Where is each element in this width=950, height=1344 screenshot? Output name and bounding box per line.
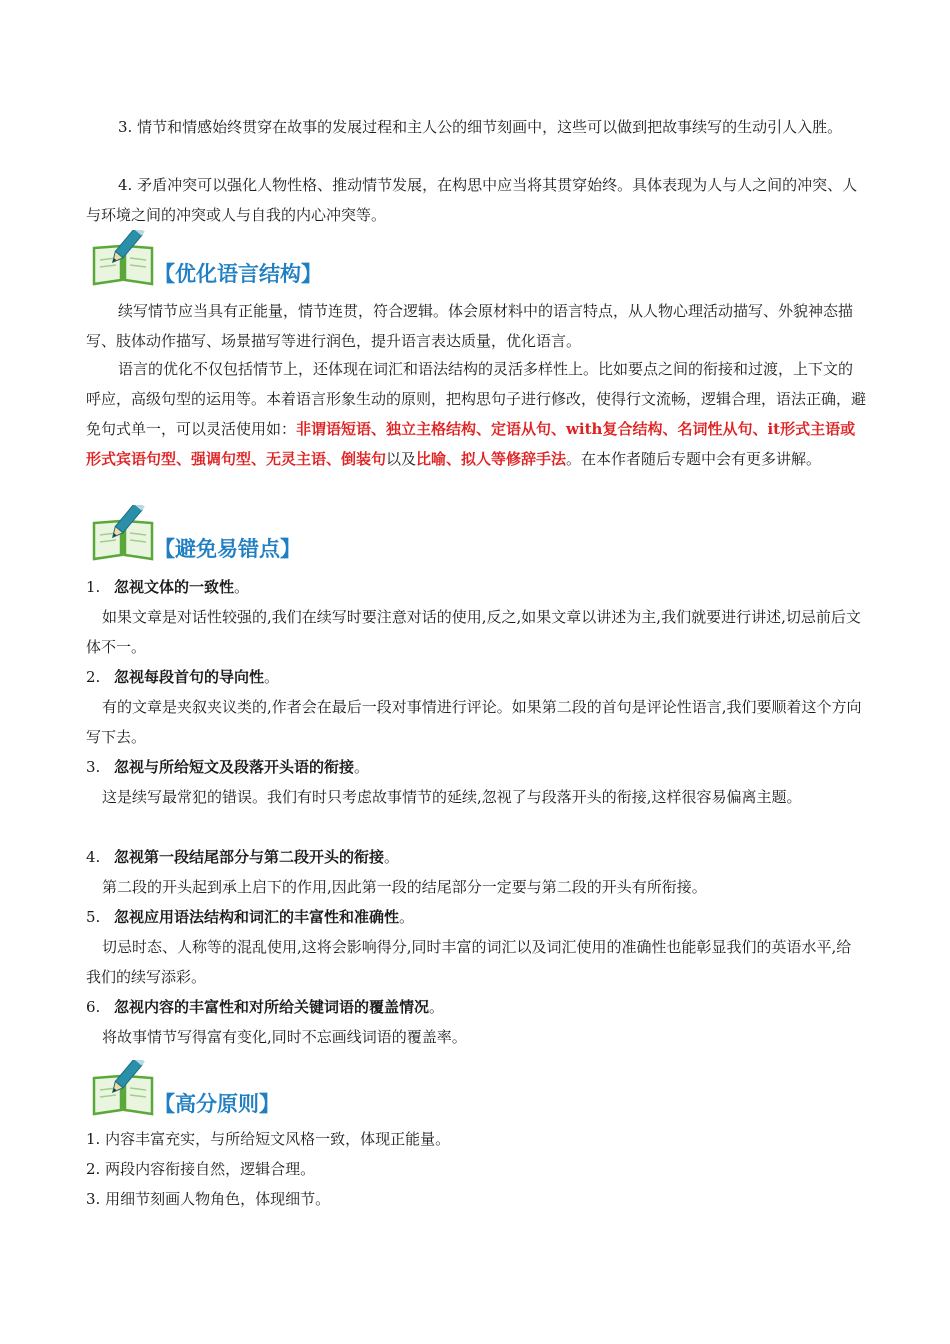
section1-paragraph-1: 续写情节应当具有正能量，情节连贯，符合逻辑。体会原材料中的语言特点，从人物心理活动描写、外貌神态描写、肢体动作描写、场景描写等进行润色，提升语言表达质量，优化语言。 — [86, 302, 854, 350]
section-title: 【优化语言结构】 — [154, 262, 322, 286]
error-item-5-body: 切忌时态、人称等的混乱使用,这将会影响得分,同时丰富的词汇以及词汇使用的准确性也能彰显我们的英语水平,给我们的续写添彩。 — [86, 938, 852, 986]
book-pencil-icon — [90, 505, 156, 563]
section-heading-high-score — [90, 1060, 490, 1120]
highlight-rhetoric: 比喻、拟人等修辞手法 — [416, 450, 567, 468]
section-title: 【高分原则】 — [154, 1092, 280, 1116]
paragraph-text: 。在本作者随后专题中会有更多讲解。 — [566, 450, 822, 468]
error-item-2-body: 有的文章是夹叙夹议类的,作者会在最后一段对事情进行评论。如果第二段的首句是评论性语言,我们要顺着这个方向写下去。 — [86, 698, 862, 746]
book-pencil-icon — [90, 1060, 156, 1118]
section1-paragraph-2 — [86, 354, 866, 474]
error-item-6-body: 将故事情节写得富有变化,同时不忘画线词语的覆盖率。 — [102, 1028, 467, 1046]
error-item-4-body: 第二段的开头起到承上启下的作用,因此第一段的结尾部分一定要与第二段的开头有所衔接。 — [102, 878, 707, 896]
error-item-5-heading: 5. 忽视应用语法结构和词汇的丰富性和准确性。 — [86, 908, 415, 926]
error-item-3-heading: 3. 忽视与所给短文及段落开头语的衔接。 — [86, 758, 370, 776]
error-item-1-heading: 1. 忽视文体的一致性。 — [86, 578, 250, 596]
paragraph-text: 语言的优化不仅包括情节上，还体现在词汇和语法结构的灵活多样性上。比如要点之间的衔接和过渡，上下文的呼应，高级句型的运用等。本着语言形象生动的原则，把构思句子进行修改，使得行文流畅，逻辑合理，语法正确，避免句式单一，可以灵活使用如： — [86, 360, 867, 438]
intro-paragraph-4: 4. 矛盾冲突可以强化人物性格、推动情节发展，在构思中应当将其贯穿始终。具体表现为人与人之间的冲突、人与环境之间的冲突或人与自我的内心冲突等。 — [86, 176, 858, 224]
intro-paragraph-3: 3. 情节和情感始终贯穿在故事的发展过程和主人公的细节刻画中，这些可以做到把故事续写的生动引人入胜。 — [118, 118, 843, 136]
highlight-grammar-list: 非谓语短语、独立主格结构、定语从句、with复合结构、名词性从句、it形式主语或形式宾语句型、强调句型、无灵主语、倒装句 — [86, 420, 856, 468]
error-item-6-heading: 6. 忽视内容的丰富性和对所给关键词语的覆盖情况。 — [86, 998, 445, 1016]
section-heading-avoid-errors — [90, 505, 490, 565]
error-item-1-body: 如果文章是对话性较强的,我们在续写时要注意对话的使用,反之,如果文章以讲述为主,我们就要进行讲述,切忌前后文体不一。 — [86, 608, 861, 656]
principle-item-3: 3. 用细节刻画人物角色，体现细节。 — [86, 1190, 331, 1208]
paragraph-text: 以及 — [386, 450, 417, 468]
section-heading-optimize-language — [90, 230, 490, 290]
error-item-3-body: 这是续写最常犯的错误。我们有时只考虑故事情节的延续,忽视了与段落开头的衔接,这样很容易偏离主题。 — [102, 788, 802, 806]
principle-item-2: 2. 两段内容衔接自然，逻辑合理。 — [86, 1160, 316, 1178]
error-item-2-heading: 2. 忽视每段首句的导向性。 — [86, 668, 280, 686]
section-title: 【避免易错点】 — [154, 537, 301, 561]
error-item-4-heading: 4. 忽视第一段结尾部分与第二段开头的衔接。 — [86, 848, 400, 866]
principle-item-1: 1. 内容丰富充实，与所给短文风格一致，体现正能量。 — [86, 1130, 451, 1148]
book-pencil-icon — [90, 230, 156, 288]
